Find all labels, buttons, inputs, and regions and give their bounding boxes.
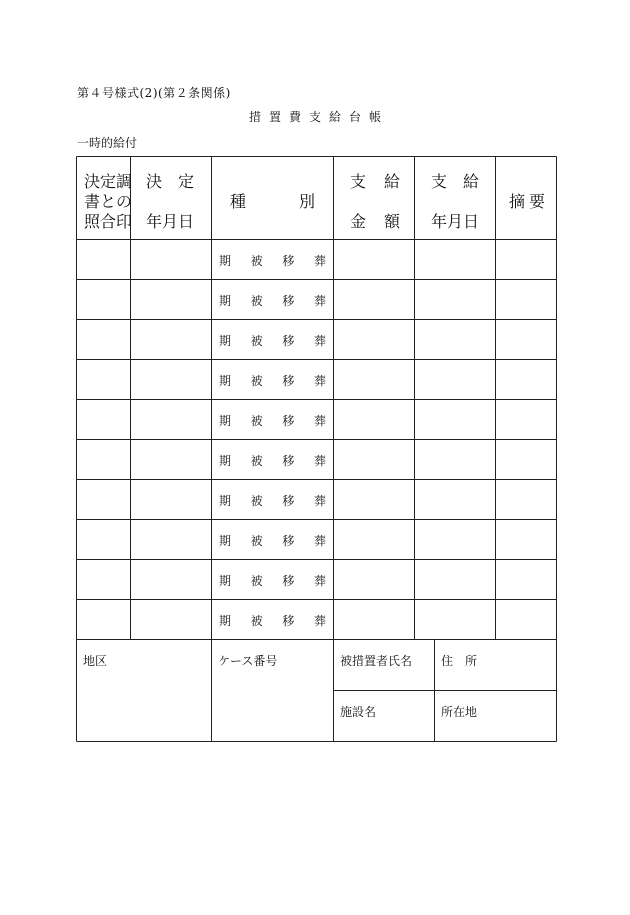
header-line [146, 170, 194, 190]
title-char: 費 [288, 110, 301, 124]
type-char: 期 [219, 293, 232, 308]
type-char: 移 [282, 573, 295, 588]
table-row-type [212, 320, 332, 360]
type-char: 期 [219, 533, 232, 548]
type-char: 移 [282, 293, 295, 308]
type-char: 被 [250, 453, 263, 468]
header-line [350, 170, 400, 190]
section-subtitle: 一時的給付 [77, 136, 138, 150]
type-char: 被 [250, 573, 263, 588]
header-decision-date [146, 170, 194, 230]
header-char: 種 [230, 191, 247, 211]
title-char: 給 [328, 110, 341, 124]
case-number-label: ケース番号 [218, 654, 278, 668]
table-row-type [212, 480, 332, 520]
type-char: 移 [282, 333, 295, 348]
header-char: 支 [431, 171, 448, 191]
title-char: 支 [308, 110, 321, 124]
header-char: 別 [298, 191, 315, 211]
table-row-type [212, 280, 332, 320]
header-char: 印 [116, 211, 133, 231]
type-char: 葬 [313, 413, 326, 428]
table-row-type [212, 520, 332, 560]
location-label: 所在地 [441, 705, 478, 719]
header-line [84, 170, 133, 191]
type-char: 移 [282, 413, 295, 428]
address-label: 住 所 [441, 654, 478, 668]
header-char: と [100, 191, 117, 211]
type-char: 移 [282, 533, 295, 548]
type-char: 葬 [313, 453, 326, 468]
type-char: 移 [282, 453, 295, 468]
type-char: 期 [219, 573, 232, 588]
type-char: 移 [282, 373, 295, 388]
type-char: 被 [250, 293, 263, 308]
header-remarks [509, 170, 545, 230]
header-payment-date [431, 170, 479, 230]
header-char: 年 [146, 211, 163, 231]
form-number: 第４号様式(2)(第２条関係) [77, 86, 231, 100]
header-line [84, 210, 133, 231]
table-row-type [212, 440, 332, 480]
type-char: 期 [219, 453, 232, 468]
header-char: 要 [528, 191, 545, 211]
type-char: 被 [250, 413, 263, 428]
header-approval-seal [84, 170, 133, 231]
type-char: 葬 [313, 293, 326, 308]
header-char: 支 [350, 171, 367, 191]
table-row-type [212, 400, 332, 440]
person-name-label: 被措置者氏名 [340, 654, 413, 668]
title-char: 帳 [368, 110, 381, 124]
facility-name-label: 施設名 [340, 705, 377, 719]
table-row-type [212, 560, 332, 600]
type-char: 期 [219, 373, 232, 388]
header-char: 合 [100, 211, 117, 231]
header-char: 金 [350, 211, 367, 231]
type-char: 被 [250, 253, 263, 268]
header-char: 月 [447, 211, 464, 231]
table-row-type [212, 360, 332, 400]
header-payment-amount [350, 170, 400, 230]
header-line [230, 190, 315, 210]
header-char: 年 [431, 211, 448, 231]
header-line [146, 210, 194, 230]
header-char: 給 [462, 171, 479, 191]
header-line [431, 210, 479, 230]
table-row-type [212, 240, 332, 280]
type-char: 葬 [313, 533, 326, 548]
type-char: 移 [282, 493, 295, 508]
type-char: 葬 [313, 253, 326, 268]
header-char: 調 [116, 171, 133, 191]
header-char: 定 [100, 171, 117, 191]
header-char: 定 [177, 171, 194, 191]
header-line [84, 190, 133, 211]
type-char: 期 [219, 253, 232, 268]
type-char: 葬 [313, 333, 326, 348]
table-row-type [212, 600, 332, 640]
header-char: 決 [84, 171, 101, 191]
title-char: 置 [268, 110, 281, 124]
header-line [431, 170, 479, 190]
district-label: 地区 [83, 654, 108, 668]
type-char: 移 [282, 253, 295, 268]
type-char: 葬 [313, 613, 326, 628]
type-char: 葬 [313, 573, 326, 588]
type-char: 葬 [313, 373, 326, 388]
header-char: 摘 [509, 191, 526, 211]
title-char: 台 [348, 110, 361, 124]
type-char: 被 [250, 493, 263, 508]
header-char: 決 [146, 171, 163, 191]
header-line [509, 190, 545, 210]
header-char: 月 [162, 211, 179, 231]
type-char: 被 [250, 533, 263, 548]
header-type [230, 170, 315, 230]
header-char: 照 [84, 211, 101, 231]
header-char: の [116, 191, 133, 211]
type-char: 期 [219, 333, 232, 348]
type-char: 被 [250, 333, 263, 348]
type-char: 被 [250, 373, 263, 388]
header-char: 書 [84, 191, 101, 211]
type-char: 移 [282, 613, 295, 628]
header-char: 日 [178, 211, 195, 231]
type-char: 期 [219, 613, 232, 628]
type-char: 期 [219, 413, 232, 428]
type-char: 葬 [313, 493, 326, 508]
type-char: 被 [250, 613, 263, 628]
title-char: 措 [248, 110, 261, 124]
type-char: 期 [219, 493, 232, 508]
header-char: 額 [383, 211, 400, 231]
header-line [350, 210, 400, 230]
header-char: 日 [463, 211, 480, 231]
header-char: 給 [383, 171, 400, 191]
